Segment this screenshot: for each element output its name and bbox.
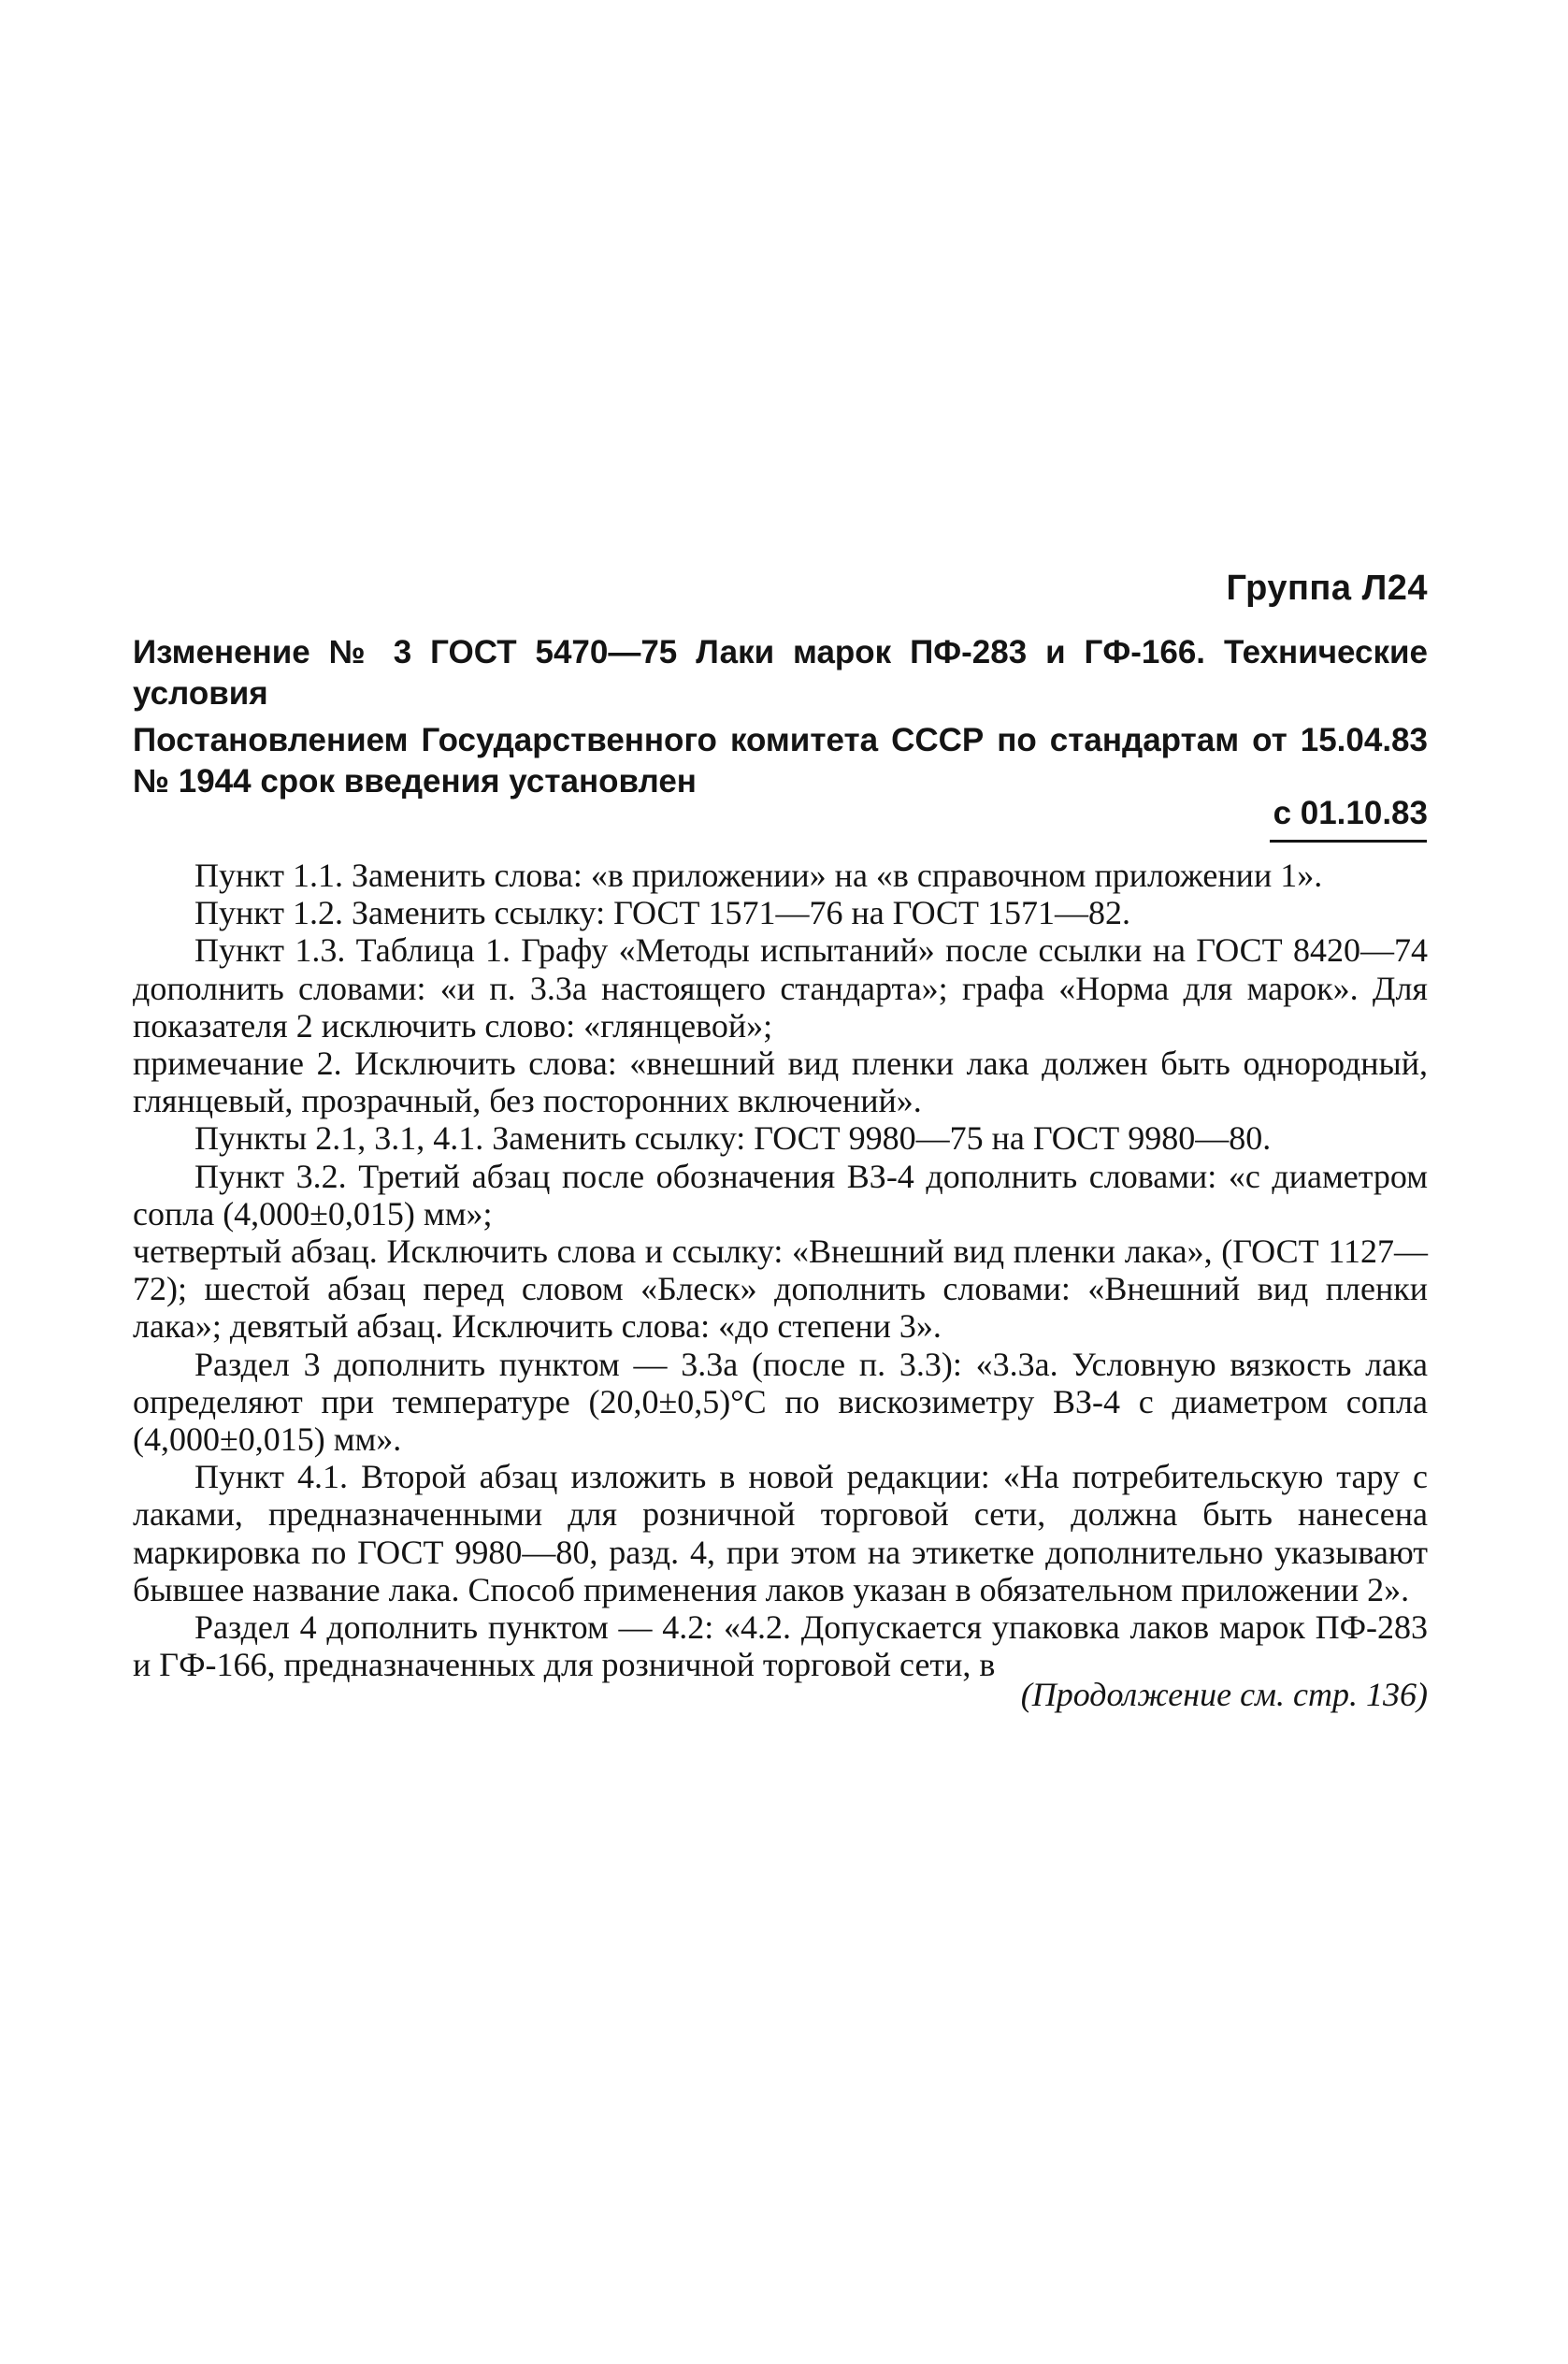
paragraph-section-3-addition: Раздел 3 дополнить пунктом — 3.3а (после п. 3.3): «3.3а. Условную вязкость лака определяют при температуре (20,0±0,5)°С по вискозиметру ВЗ-4 с диаметром сопла (4,000±0,015) мм». — [133, 1345, 1428, 1459]
paragraph-clause-1-2: Пункт 1.2. Заменить ссылку: ГОСТ 1571—76 на ГОСТ 1571—82. — [194, 894, 1131, 932]
paragraph-clause-3-2: Пункт 3.2. Третий абзац после обозначения ВЗ-4 дополнить словами: «с диаметром сопла (4,000±0,015) мм»; — [133, 1157, 1428, 1232]
paragraph-note-2: примечание 2. Исключить слова: «внешний вид пленки лака должен быть однородный, глянцевый, прозрачный, без посторонних включений». — [133, 1045, 1428, 1120]
effective-date: с 01.10.83 — [1273, 795, 1428, 831]
effective-date-underline — [1270, 840, 1427, 843]
paragraph-clause-1-1: Пункт 1.1. Заменить слова: «в приложении» на «в справочном приложении 1». — [194, 857, 1323, 894]
group-label: Группа Л24 — [1226, 569, 1428, 608]
amendment-body — [133, 857, 1428, 1683]
paragraph-clause-1-3: Пункт 1.3. Таблица 1. Графу «Методы испытаний» после ссылки на ГОСТ 8420—74 дополнить словами: «и п. 3.3а настоящего стандарта»; графа «Норма для марок». Для показателя 2 исключить слово: «глянцевой»; — [133, 931, 1428, 1045]
paragraph-clauses-2-1-3-1-4-1: Пункты 2.1, 3.1, 4.1. Заменить ссылку: ГОСТ 9980—75 на ГОСТ 9980—80. — [194, 1119, 1272, 1158]
decree-statement: Постановлением Государственного комитета СССР по стандартам от 15.04.83 № 1944 срок введения установлен — [133, 722, 1428, 800]
paragraph-fourth-abzac: четвертый абзац. Исключить слова и ссылку: «Внешний вид пленки лака», (ГОСТ 1127—72); шестой абзац перед словом «Блеск» дополнить словами: «Внешний вид пленки лака»; девятый абзац. Исключить слова: «до степени 3». — [133, 1232, 1428, 1346]
paragraph-clause-4-1: Пункт 4.1. Второй абзац изложить в новой редакции: «На потребительскую тару с лаками, предназначенными для розничной торговой сети, должна быть нанесена маркировка по ГОСТ 9980—80, разд. 4, при этом на этикетке дополнительно указывают бывшее название лака. Способ применения лаков указан в обязательном приложении 2». — [133, 1458, 1428, 1608]
paragraph-section-4-addition: Раздел 4 дополнить пунктом — 4.2: «4.2. Допускается упаковка лаков марок ПФ-283 и ГФ-166, предназначенных для розничной торговой сети, в — [133, 1608, 1428, 1684]
continuation-note: (Продолжение см. стр. 136) — [1020, 1676, 1428, 1713]
document-title: Изменение № 3 ГОСТ 5470—75 Лаки марок ПФ-283 и ГФ-166. Технические условия — [133, 634, 1428, 712]
